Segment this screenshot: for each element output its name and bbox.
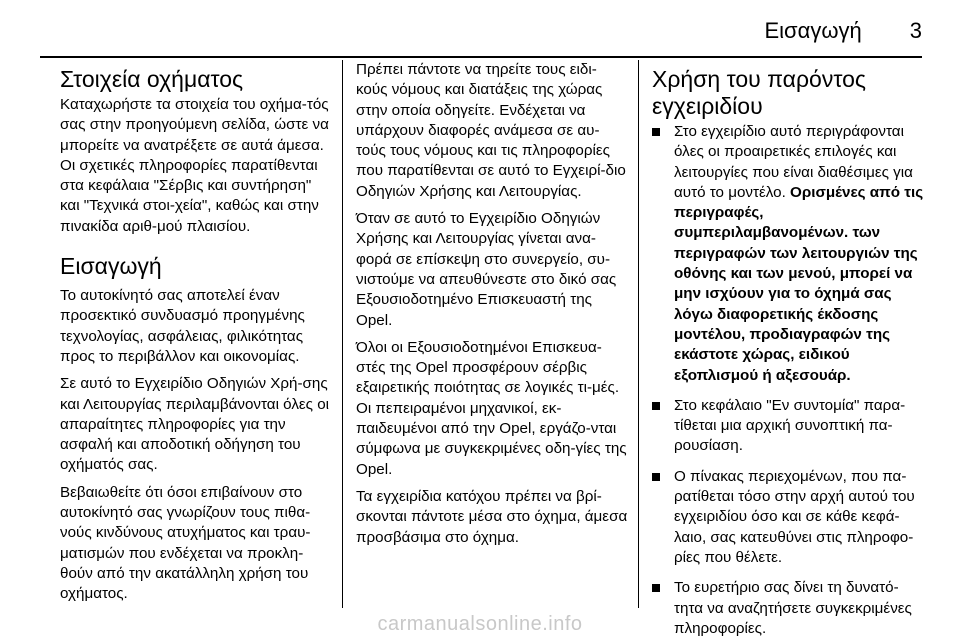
- bullet-text: Το ευρετήριο σας δίνει τη δυνατό-τητα να αναζητήσετε συγκεκριμένες πληροφορίες.: [674, 579, 912, 637]
- paragraph: Βεβαιωθείτε ότι όσοι επιβαίνουν στο αυτοκίνητό σας γνωρίζουν τους πιθα-νούς κινδύνους ατυχήματος και τραυ-ματισμών που ενδέχεται να προκλη-θούν από την ακατάλληλη χρήση του οχήματος.: [60, 483, 311, 603]
- bullet-text: Ο πίνακας περιεχομένων, που πα-ρατίθεται τόσο στην αρχή αυτού του εγχειριδίου όσο και σε κάθε κεφά-λαιο, σας κατευθύνει στις πληροφο-ρίες που θέλετε.: [674, 467, 915, 566]
- paragraph: Το αυτοκίνητό σας αποτελεί έναν προσεκτικό συνδυασμό προηγμένης τεχνολογίας, ασφάλειας, φιλικότητας προς το περιβάλλον και οικονομίας.: [60, 287, 305, 365]
- page-header: [40, 18, 922, 44]
- column-2: [356, 60, 628, 608]
- paragraph: Πρέπει πάντοτε να τηρείτε τους ειδι-κούς νόμους και διατάξεις της χώρας στην οποία οδηγείτε. Ενδέχεται να υπάρχουν διαφορές ανάμεσα σε αυ-τούς τους νόμους και τις πληροφορίες που παρατίθενται σε αυτό το Εγχειρί-διο Οδηγιών Χρήσης και Λειτουργίας.: [356, 61, 626, 200]
- page-number: 3: [909, 18, 922, 43]
- square-bullet-icon: [652, 402, 660, 410]
- column-divider-2: [638, 60, 639, 608]
- paragraph: Τα εγχειρίδια κατόχου πρέπει να βρί-σκονται πάντοτε μέσα στο όχημα, άμεσα προσβάσιμα στο όχημα.: [356, 487, 628, 546]
- page-header-title: Εισαγωγή: [764, 18, 862, 43]
- header-rule: [40, 56, 922, 58]
- list-item: [652, 122, 924, 386]
- bullet-list: [652, 122, 924, 639]
- square-bullet-icon: [652, 128, 660, 136]
- section-heading-vehicle-data: Στοιχεία οχήματος: [60, 66, 244, 92]
- paragraph: Σε αυτό το Εγχειρίδιο Οδηγιών Χρή-σης και Λειτουργίας περιλαμβάνονται όλες οι απαραίτητες πληροφορίες για την ασφαλή και αποδοτική οδήγηση του οχήματός σας.: [60, 375, 330, 474]
- paragraph: Όλοι οι Εξουσιοδοτημένοι Επισκευα-στές της Opel προσφέρουν σέρβις εξαιρετικής ποιότητας σε λογικές τι-μές. Οι πεπειραμένοι μηχανικοί, εκ-παιδευμένοι από την Opel, εργάζο-νται σύμφωνα με συγκεκριμένες οδη-γίες της Opel.: [356, 338, 627, 478]
- paragraph: Καταχωρήστε τα στοιχεία του οχήμα-τός σας στην προηγούμενη σελίδα, ώστε να μπορείτε να ανατρέξετε σε αυτά άμεσα. Οι σχετικές πληροφορίες παρατίθενται στα κεφάλαια "Σέρβις και συντήρηση" και "Τεχνικά στοι-χεία", καθώς και στην πινακίδα αριθ-μού πλαισίου.: [60, 96, 329, 235]
- section-heading-introduction: Εισαγωγή: [60, 253, 162, 280]
- column-divider-1: [342, 60, 343, 608]
- square-bullet-icon: [652, 584, 660, 592]
- list-item: [652, 467, 924, 568]
- bullet-bold-text: Ορισμένες από τις περιγραφές, συμπεριλαμβανομένων. των περιγραφών των λειτουργιών της οθόνης και των μενού, μπορεί να μην ισχύουν για το όχημά σας λόγω διαφορετικής έκδοσης μοντέλου, προδιαγραφών της εκάστοτε χώρας, ειδικού εξοπλισμού ή αξεσουάρ.: [674, 183, 924, 384]
- list-item: [652, 396, 924, 457]
- column-3: [652, 60, 924, 637]
- square-bullet-icon: [652, 473, 660, 481]
- watermark: carmanualsonline.info: [377, 613, 583, 635]
- section-heading-manual-usage: Χρήση του παρόντος εγχειριδίου: [652, 66, 866, 119]
- bullet-text: Στο εγχειρίδιο αυτό περιγράφονται όλες οι προαιρετικές επιλογές και λειτουργίες που είναι διαθέσιμες για αυτό το μοντέλο.: [674, 123, 913, 201]
- column-1: [60, 60, 332, 608]
- paragraph: Όταν σε αυτό το Εγχειρίδιο Οδηγιών Χρήσης και Λειτουργίας γίνεται ανα-φορά σε επίσκεψη στο συνεργείο, συ-νιστούμε να απευθύνεστε στο δικό σας Εξουσιοδοτημένο Επισκευαστή της Opel.: [356, 210, 617, 329]
- bullet-text: Στο κεφάλαιο "Εν συντομία" παρα-τίθεται μια αρχική συνοπτική πα-ρουσίαση.: [674, 396, 906, 455]
